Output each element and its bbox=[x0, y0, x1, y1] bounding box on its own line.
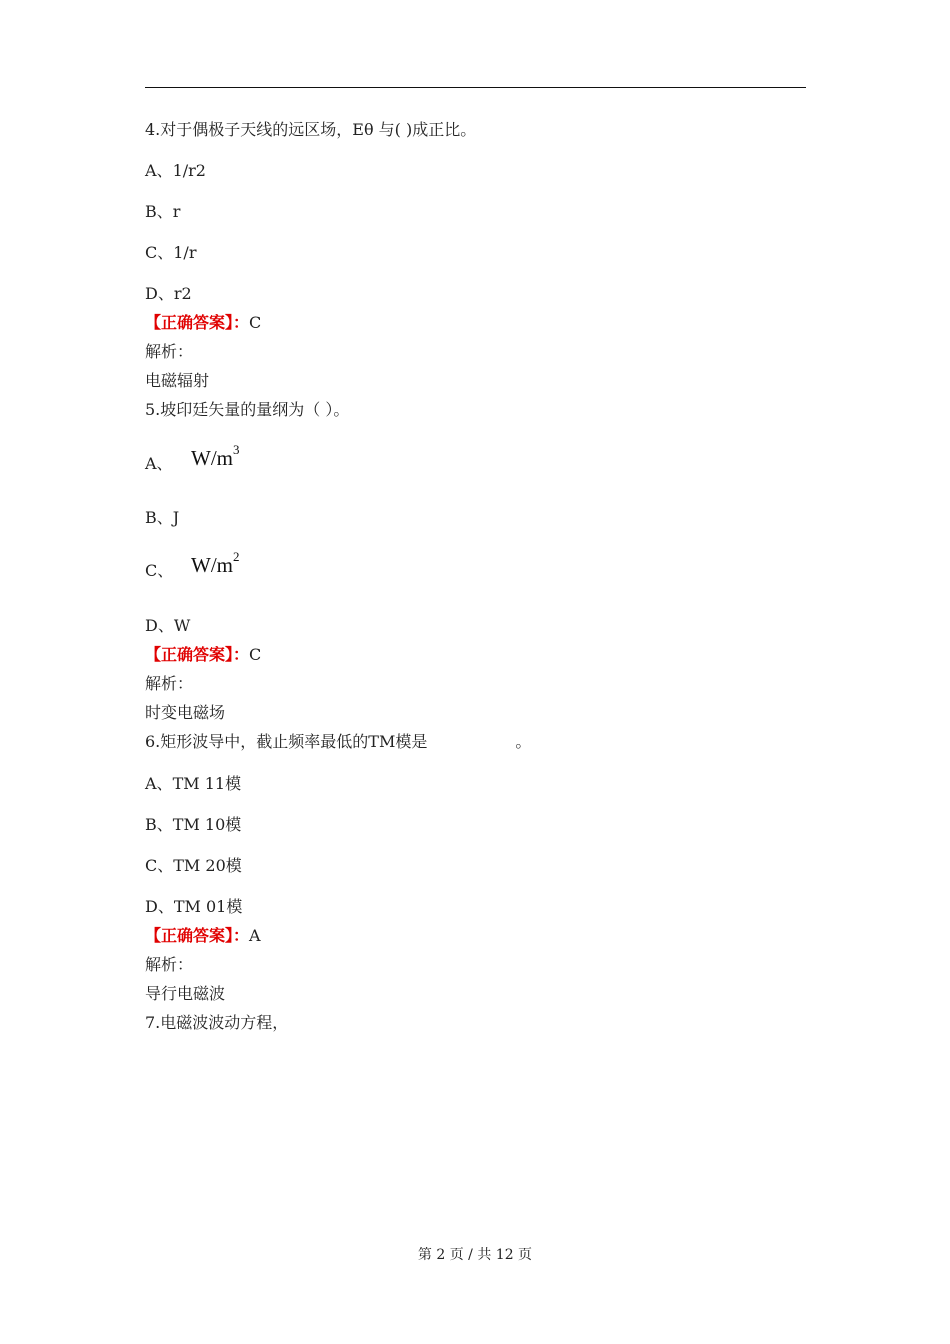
analysis-label: 解析： bbox=[145, 674, 194, 693]
option-prefix: D、 bbox=[145, 616, 174, 635]
option-a bbox=[145, 161, 206, 181]
option-d bbox=[145, 616, 190, 636]
question-stem-7: 7.电磁波波动方程， bbox=[145, 1013, 289, 1032]
option-text: r bbox=[172, 202, 181, 221]
option-prefix: C、 bbox=[145, 856, 174, 875]
option-text: W bbox=[173, 616, 191, 635]
analysis-label: 解析： bbox=[145, 342, 194, 361]
option-prefix: B、 bbox=[145, 508, 173, 527]
option-b bbox=[145, 815, 241, 835]
option-prefix: A、 bbox=[145, 161, 173, 180]
option-a bbox=[145, 774, 241, 794]
stem-end: 。 bbox=[515, 732, 532, 751]
unit-exponent: 2 bbox=[233, 549, 240, 564]
question-stem-5: 5.坡印廷矢量的量纲为（ ）。 bbox=[145, 400, 350, 419]
option-prefix: B、 bbox=[145, 202, 173, 221]
option-c-prefix: C、 bbox=[145, 561, 174, 580]
answer-line bbox=[145, 645, 261, 665]
page-footer: 第 2 页 / 共 12 页 bbox=[417, 1247, 533, 1263]
answer-label: 【正确答案】 bbox=[145, 926, 234, 945]
option-d bbox=[145, 284, 192, 304]
answer-separator: ： bbox=[233, 645, 250, 664]
option-prefix: C、 bbox=[145, 243, 174, 262]
option-a-unit-formula bbox=[191, 441, 240, 470]
option-prefix: D、 bbox=[145, 897, 174, 916]
analysis-text: 时变电磁场 bbox=[145, 703, 226, 722]
option-a-prefix: A、 bbox=[145, 454, 173, 473]
answer-value: C bbox=[249, 645, 262, 664]
question-stem-6 bbox=[145, 732, 531, 752]
option-c bbox=[145, 243, 196, 263]
answer-separator: ： bbox=[233, 926, 250, 945]
unit-base: W/m bbox=[191, 553, 233, 577]
answer-label: 【正确答案】 bbox=[145, 313, 234, 332]
question-stem-4: 4.对于偶极子天线的远区场，Eθ 与( )成正比。 bbox=[145, 120, 477, 139]
option-b bbox=[145, 202, 180, 222]
option-prefix: A、 bbox=[145, 774, 173, 793]
option-prefix: B、 bbox=[145, 815, 173, 834]
option-text: J bbox=[172, 508, 180, 527]
answer-value: A bbox=[249, 926, 261, 945]
option-d bbox=[145, 897, 242, 917]
analysis-text: 电磁辐射 bbox=[145, 371, 210, 390]
option-text: TM 10模 bbox=[172, 815, 242, 834]
analysis-text: 导行电磁波 bbox=[145, 984, 226, 1003]
option-text: r2 bbox=[173, 284, 192, 303]
answer-label: 【正确答案】 bbox=[145, 645, 234, 664]
answer-line bbox=[145, 313, 261, 333]
option-text: TM 11模 bbox=[172, 774, 242, 793]
option-prefix: D、 bbox=[145, 284, 174, 303]
option-c-unit-formula bbox=[191, 548, 240, 577]
option-c bbox=[145, 856, 242, 876]
option-text: TM 20模 bbox=[173, 856, 242, 875]
answer-separator: ： bbox=[233, 313, 250, 332]
answer-line bbox=[145, 926, 261, 946]
option-b bbox=[145, 508, 179, 528]
unit-base: W/m bbox=[191, 446, 233, 470]
unit-exponent: 3 bbox=[233, 442, 240, 457]
option-text: 1/r2 bbox=[172, 161, 206, 180]
option-text: 1/r bbox=[173, 243, 197, 262]
header-rule bbox=[145, 87, 806, 88]
answer-value: C bbox=[249, 313, 262, 332]
stem-text: 6.矩形波导中，截止频率最低的TM模是 bbox=[145, 732, 428, 751]
option-text: TM 01模 bbox=[173, 897, 243, 916]
analysis-label: 解析： bbox=[145, 955, 194, 974]
